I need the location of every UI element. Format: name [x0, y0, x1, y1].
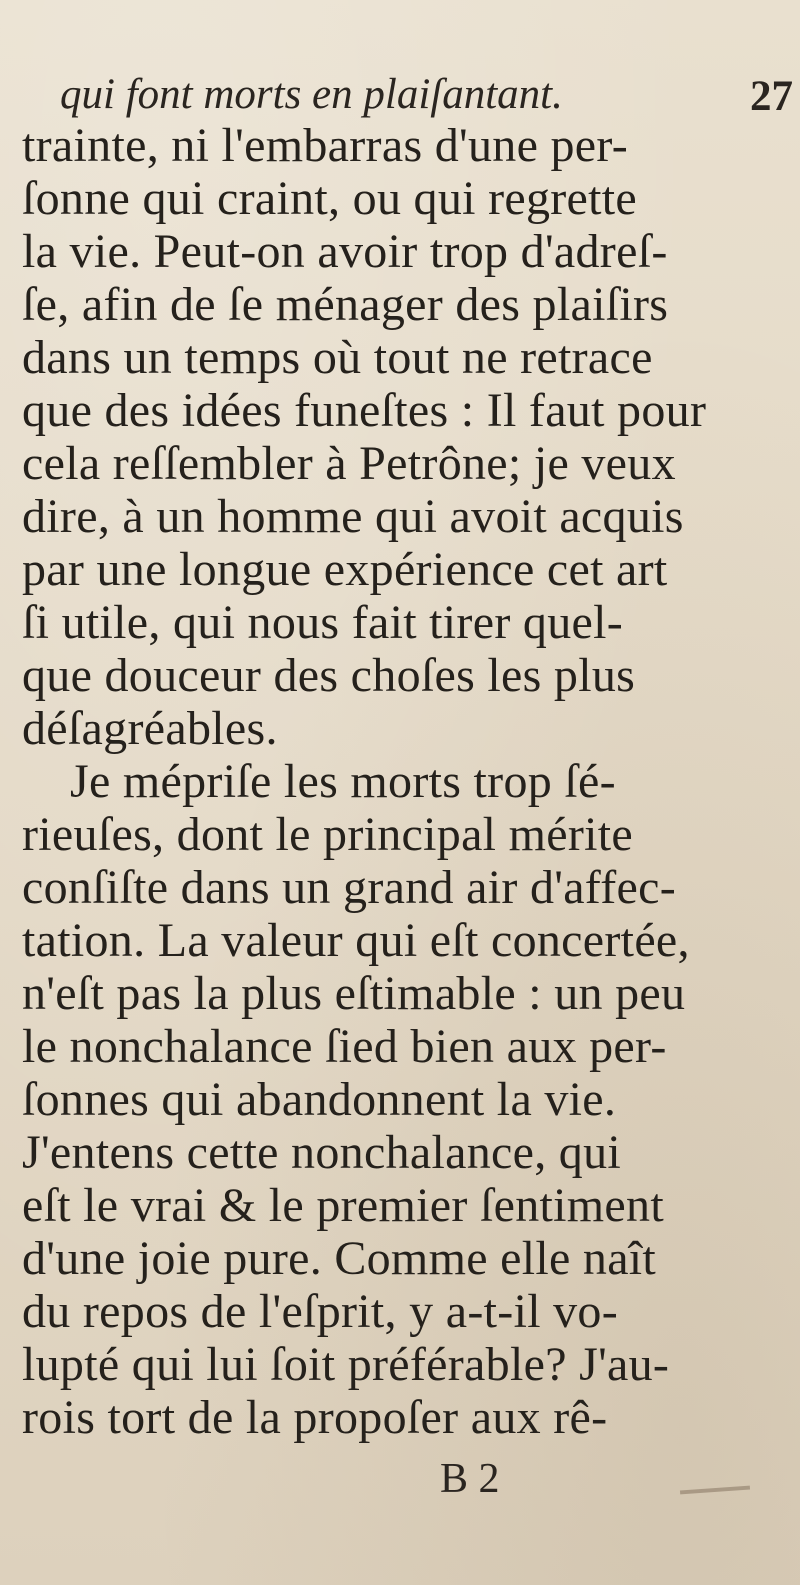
text-line: que douceur des choſes les plus [22, 649, 636, 702]
text-line: déſagréables. [22, 702, 278, 755]
text-line: rois tort de la propoſer aux rê- [22, 1391, 608, 1444]
text-line: lupté qui lui ſoit préférable? J'au- [22, 1338, 670, 1391]
text-line: cela reſſembler à Petrône; je veux [22, 437, 676, 490]
text-line: le nonchalance ſied bien aux per- [22, 1020, 667, 1073]
text-line: conſiſte dans un grand air d'affec- [22, 861, 676, 914]
text-line: n'eſt pas la plus eſtimable : un peu [22, 967, 686, 1020]
text-line: Je mépriſe les morts trop ſé- [70, 755, 616, 808]
text-line: d'une joie pure. Comme elle naît [22, 1232, 657, 1285]
page-number: 27 [750, 73, 793, 120]
text-line: eſt le vrai & le premier ſentiment [22, 1179, 664, 1232]
text-line: ſonnes qui abandonnent la vie. [22, 1073, 617, 1126]
text-line: ſi utile, qui nous fait tirer quel- [22, 596, 624, 649]
signature-mark: B 2 [440, 1456, 500, 1502]
text-line: rieuſes, dont le principal mérite [22, 808, 634, 861]
text-line: trainte, ni l'embarras d'une per- [22, 119, 628, 172]
text-line: du repos de l'eſprit, y a-t-il vo- [22, 1285, 619, 1338]
text-line: dans un temps où tout ne retrace [22, 331, 653, 384]
ink-smudge [680, 1486, 750, 1495]
text-line: ſonne qui craint, ou qui regrette [22, 172, 638, 225]
text-line: tation. La valeur qui eſt concertée, [22, 914, 690, 967]
text-line: que des idées funeſtes : Il faut pour [22, 384, 707, 437]
text-line: J'entens cette nonchalance, qui [22, 1126, 622, 1179]
text-line: dire, à un homme qui avoit acquis [22, 490, 684, 543]
text-line: la vie. Peut-on avoir trop d'adreſ- [22, 225, 668, 278]
running-title: qui font morts en plaiſantant. [60, 71, 563, 118]
text-line: ſe, afin de ſe ménager des plaiſirs [22, 278, 669, 331]
text-line: par une longue expérience cet art [22, 543, 668, 596]
